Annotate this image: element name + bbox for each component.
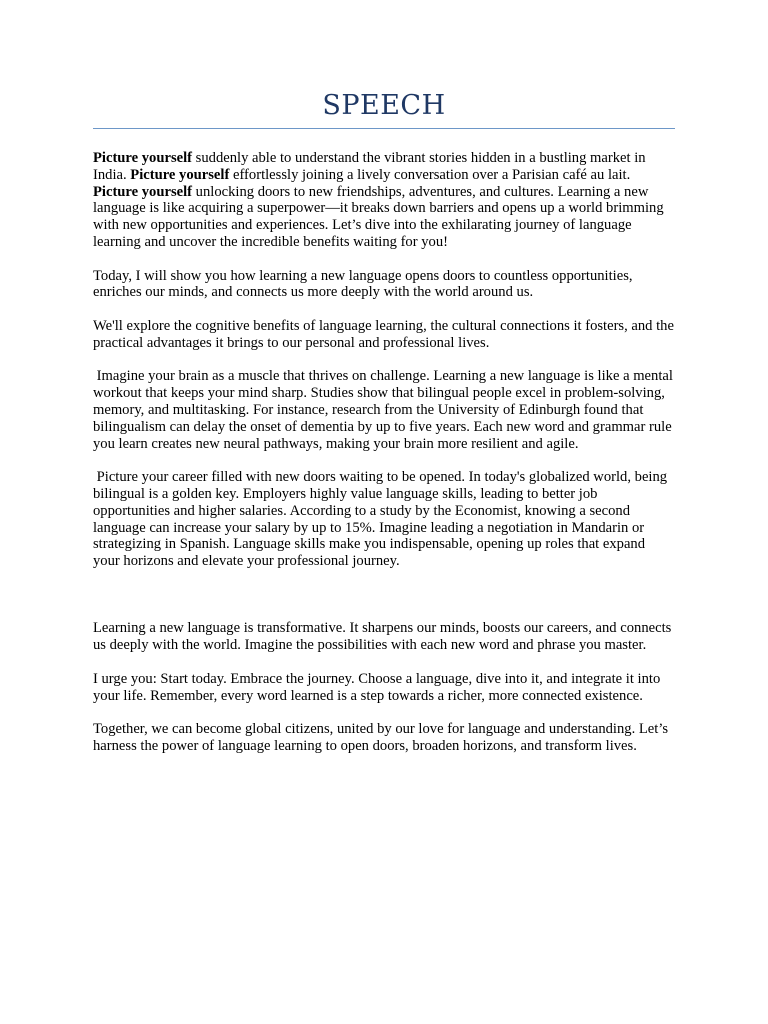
intro-text: effortlessly joining a lively conversation over a Parisian café au lait. [229, 166, 631, 183]
closing-paragraph: Together, we can become global citizens, united by our love for language and understanding. Let’s harness the power of language learning to open doors, broaden horizons, and transform lives. [93, 721, 669, 754]
blank-gap [93, 587, 675, 621]
document-title: SPEECH [322, 90, 446, 121]
call-to-action-paragraph: I urge you: Start today. Embrace the journey. Choose a language, dive into it, and integrate it into your life. Remember, every word learned is a step towards a richer, more connected existence. [93, 670, 661, 704]
intro-text: suddenly able to understand the vibrant stories hidden in a bustling market in India. [93, 150, 646, 183]
conclusion-paragraph: Learning a new language is transformative. It sharpens our minds, boosts our careers, and connects us deeply with the world. Imagine the possibilities with each new word and phrase you master. [93, 620, 672, 654]
document-body [93, 150, 675, 771]
bold-lead: Picture yourself [93, 183, 193, 200]
bold-lead: Picture yourself [130, 166, 230, 183]
career-benefits-paragraph: Picture your career filled with new doors waiting to be opened. In today's globalized world, being bilingual is a golden key. Employers highly value language skills, leading to better job opportunities and higher salaries. According to a study by the Economist, knowing a second language can increase your salary by up to 15%. Imagine leading a negotiation in Mandarin or strategizing in Spanish. Language skills make you indispensable, opening up roles that expand your horizons and elevate your professional journey. [93, 469, 671, 570]
intro-text: unlocking doors to new friendships, adventures, and cultures. Learning a new language is like acquiring a superpower—it breaks down barriers and opens up a world brimming with new opportunities and experiences. Let’s dive into the exhilarating journey of language learning and uncover the incredible benefits waiting for you! [93, 183, 664, 250]
title-divider [93, 128, 675, 129]
thesis-paragraph: Today, I will show you how learning a new language opens doors to countless opportunities, enriches our minds, and connects us more deeply with the world around us. [93, 267, 633, 301]
intro-paragraph [93, 150, 675, 251]
bold-lead: Picture yourself [93, 150, 193, 166]
preview-paragraph: We'll explore the cognitive benefits of language learning, the cultural connections it fosters, and the practical advantages it brings to our personal and professional lives. [93, 317, 674, 351]
cognitive-benefits-paragraph: Imagine your brain as a muscle that thrives on challenge. Learning a new language is like a mental workout that keeps your mind sharp. Studies show that bilingual people excel in problem-solving, memory, and multitasking. For instance, research from the University of Edinburgh found that bilingualism can delay the onset of dementia by up to five years. Each new word and grammar rule you learn creates new neural pathways, making your brain more resilient and agile. [93, 368, 677, 452]
